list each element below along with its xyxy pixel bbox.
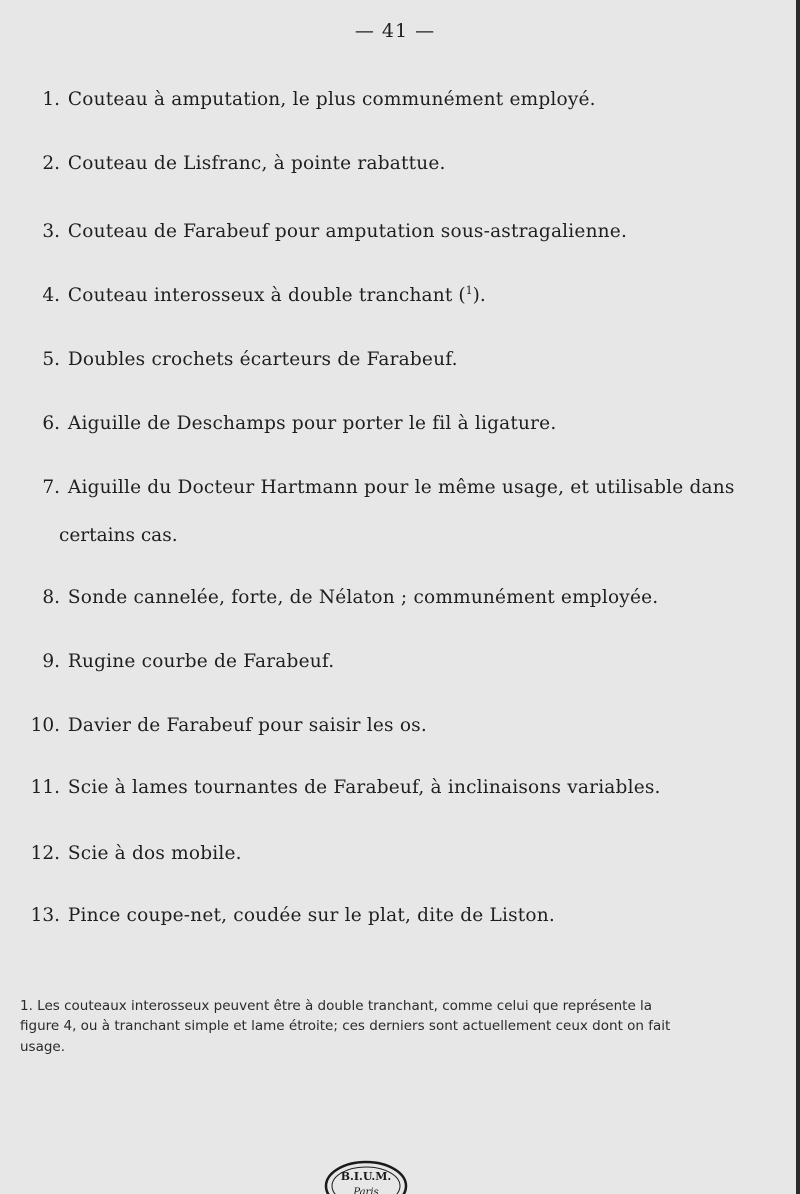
item-text: Couteau interosseux à double tranchant [67,285,453,307]
item-text-continuation: certains cas. [59,525,178,547]
item-text: Davier de Farabeuf pour saisir les os. [67,715,427,736]
item-text: Couteau de Lisfranc, à pointe rabattue. [67,153,446,174]
page-number: — 41 — [354,20,436,42]
list-item [20,412,790,435]
stamp-text: Paris [353,1187,379,1194]
item-text: Scie à lames tournantes de Farabeuf, à inclinaisons variables. [67,777,661,798]
stamp-text: B.I.U.M. [340,1170,392,1183]
item-number: 9. [42,651,60,672]
item-number: 1. [42,89,60,110]
item-text: Doubles crochets écarteurs de Farabeuf. [67,349,458,370]
item-text: Pince coupe-net, coudée sur le plat, dite de Liston. [67,905,555,926]
footnote-ref: 1 [465,284,473,297]
footnote-line: usage. [20,1038,66,1055]
item-number: 2. [42,153,60,174]
item-number: 6. [42,413,60,434]
item-text: Scie à dos mobile. [67,843,242,864]
list-item [20,586,790,609]
item-number: 12. [30,843,60,864]
item-number: 8. [42,587,60,608]
item-text: Couteau à amputation, le plus communément employé. [67,89,596,110]
item-text-tail: . [479,285,486,307]
list-item [20,842,790,865]
item-text: Rugine courbe de Farabeuf. [67,651,335,672]
item-text: Aiguille de Deschamps pour porter le fil à ligature. [67,413,557,434]
item-number: 11. [30,777,60,798]
list-item [20,714,790,737]
list-item [20,88,790,111]
item-number: 10. [30,715,60,736]
item-text: Sonde cannelée, forte, de Nélaton ; communément employée. [67,587,659,608]
list-item [20,650,790,673]
item-number: 5. [42,349,60,370]
list-item: 4. Couteau interosseux à double tranchant ($^1$). [20,284,790,307]
item-text: Aiguille du Docteur Hartmann pour le même usage, et utilisable dans [67,477,735,498]
item-number: 13. [30,905,60,926]
page-edge [796,0,800,1194]
list-item [20,152,790,175]
footnote-line: 1. Les couteaux interosseux peuvent être à double tranchant, comme celui que représente la [20,998,653,1014]
list-item [20,220,790,243]
list-item [20,776,790,799]
footnote-line: figure 4, ou à tranchant simple et lame étroite; ces derniers sont actuellement ceux dont on fait [20,1018,671,1035]
item-text: Couteau de Farabeuf pour amputation sous-astragalienne. [67,221,628,242]
item-number: 3. [42,221,60,242]
list-item [20,348,790,371]
item-number: 4. [42,285,60,307]
item-number: 7. [42,477,60,498]
library-stamp [322,1158,410,1194]
footnote [20,996,782,1057]
list-item [20,904,790,927]
list-item [20,476,790,547]
